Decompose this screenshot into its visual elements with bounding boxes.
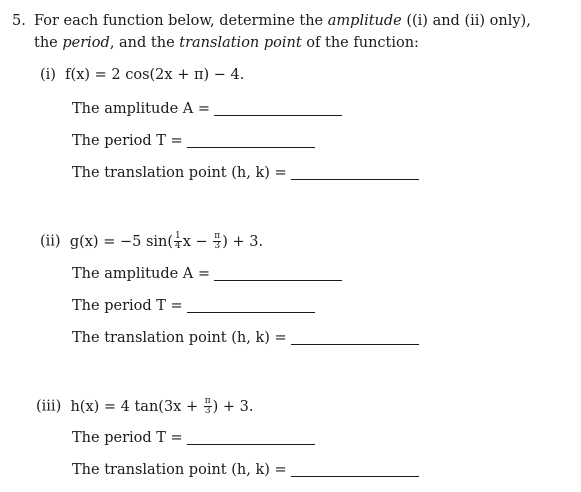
amplitude-answer-blank[interactable] [214,101,342,116]
prompt-text: the [34,35,63,51]
part-label: (i) [40,67,56,83]
translation-answer-blank[interactable] [291,165,419,180]
question-prompt [12,10,572,54]
fraction-numerator: π [214,231,221,241]
fraction-denominator: 3 [204,406,211,416]
fraction-pi-third [213,232,221,251]
question-number: 5. [12,13,26,29]
fraction-denominator: 3 [214,241,221,251]
part-label: (iii) [36,398,62,415]
period-answer-blank[interactable] [187,298,315,313]
translation-label: The translation point (h, k) = [72,462,287,478]
part-i-function [40,67,244,83]
translation-answer-blank[interactable] [291,462,419,477]
period-answer-blank[interactable] [187,133,315,148]
function-text: h(x) = 4 tan(3x + [70,398,203,415]
period-label: The period T = [72,133,183,149]
part-i-amplitude-row [72,101,342,117]
period-label: The period T = [72,430,183,446]
part-ii-period-row [72,298,315,314]
part-ii-function [40,232,263,251]
fraction-denominator: 4 [175,241,181,251]
part-label: (ii) [40,233,61,250]
fraction-one-quarter [174,232,182,251]
question-line-1 [12,10,572,32]
period-answer-blank[interactable] [187,430,315,445]
translation-label: The translation point (h, k) = [72,330,287,346]
fraction-numerator: π [204,396,211,406]
part-ii-amplitude-row [72,266,342,282]
function-text: g(x) = −5 sin( [69,233,174,250]
function-expression: f(x) = 2 cos(2x + π) − 4. [65,67,245,83]
fraction-pi-third [204,397,212,416]
amplitude-answer-blank[interactable] [214,266,342,281]
fraction-numerator: 1 [175,231,181,241]
amplitude-label: The amplitude A = [72,101,211,117]
part-iii-period-row [72,430,315,446]
period-label: The period T = [72,298,183,314]
part-i-translation-row [72,165,419,181]
part-iii-translation-row [72,462,419,478]
amplitude-label: The amplitude A = [72,266,211,282]
function-text: x − [182,233,213,250]
part-i-period-row [72,133,315,149]
prompt-emphasis-amplitude: amplitude [327,13,402,29]
function-expression [69,231,264,251]
part-iii-function [36,397,254,416]
function-text: ) + 3. [212,398,254,415]
translation-label: The translation point (h, k) = [72,165,287,181]
prompt-emphasis-period: period [62,35,110,51]
prompt-text: of the function: [301,35,419,51]
prompt-text: For each function below, determine the [34,13,328,29]
question-line-2 [12,32,572,54]
part-ii-translation-row [72,330,419,346]
prompt-emphasis-translation: translation point [179,35,302,51]
prompt-text: , and the [109,35,180,51]
translation-answer-blank[interactable] [291,330,419,345]
function-expression [70,396,254,416]
function-text: ) + 3. [222,233,264,250]
prompt-text: ((i) and (ii) only), [401,13,531,29]
